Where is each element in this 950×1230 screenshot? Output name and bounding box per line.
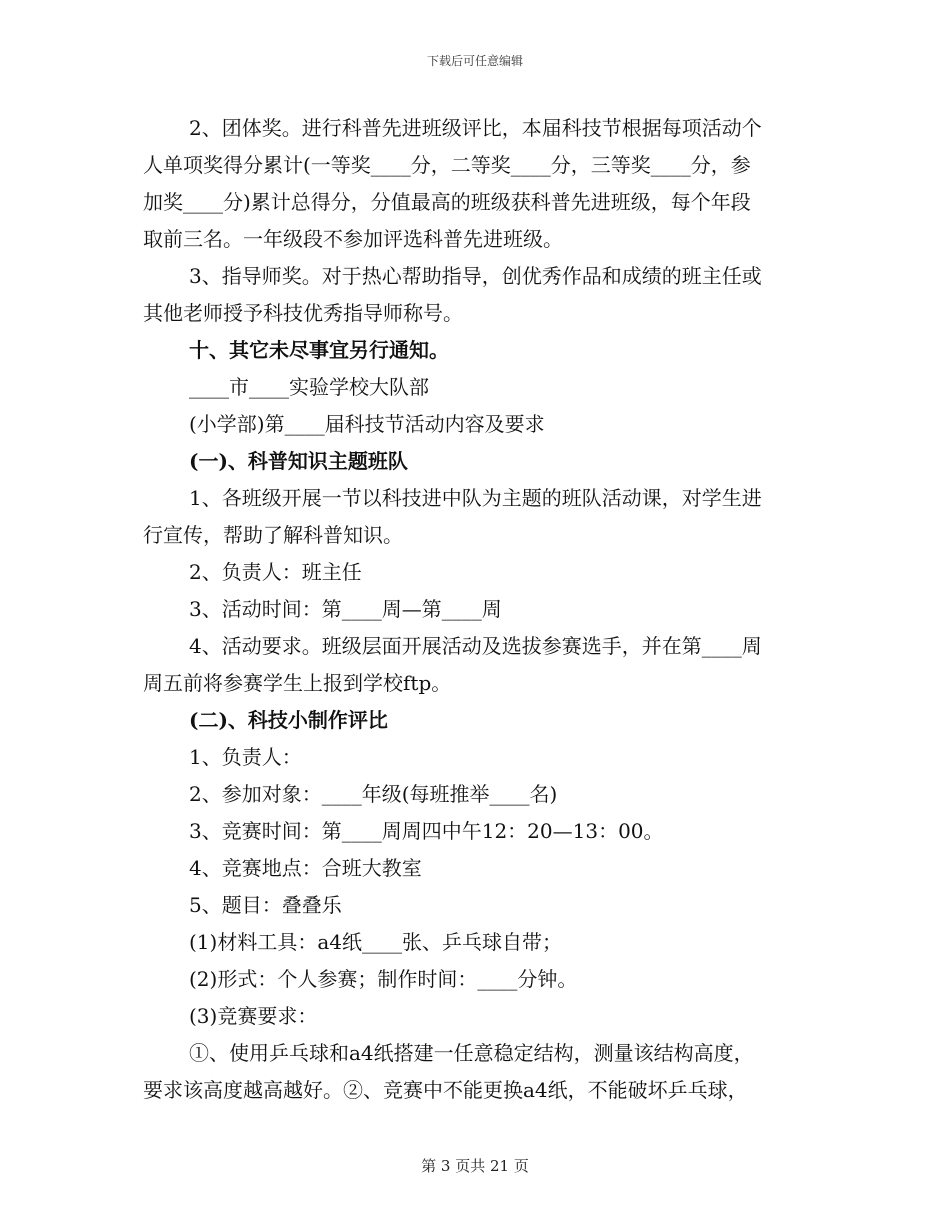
text-line: 要求该高度越高越好。②、竞赛中不能更换a4纸，不能破坏乒乓球，: [143, 1078, 748, 1102]
text-line: 4、竞赛地点：合班大教室: [189, 856, 422, 880]
page-header: 下载后可任意编辑: [426, 54, 523, 68]
document-body: [143, 110, 810, 1109]
text-line: 其他老师授予科技优秀指导师称号。: [143, 301, 463, 325]
text-line: 人单项奖得分累计(一等奖____分，二等奖____分，三等奖____分，参: [143, 153, 751, 177]
text-line: (2)形式：个人参赛；制作时间：____分钟。: [189, 967, 578, 991]
text-line: 3、活动时间：第____周—第____周: [189, 597, 502, 621]
text-line: 5、题目：叠叠乐: [189, 893, 342, 917]
text-line: 1、负责人：: [189, 745, 302, 769]
text-line: 3、指导师奖。对于热心帮助指导，创优秀作品和成绩的班主任或: [189, 264, 762, 288]
text-line: 2、参加对象：____年级(每班推举____名): [189, 782, 558, 806]
text-line: 1、各班级开展一节以科技进中队为主题的班队活动课，对学生进: [189, 486, 762, 510]
text-line: (3)竞赛要求：: [189, 1004, 318, 1028]
text-line: 2、负责人：班主任: [189, 560, 362, 584]
text-line: 取前三名。一年级段不参加评选科普先进班级。: [143, 227, 563, 251]
text-line: (小学部)第____届科技节活动内容及要求: [189, 412, 545, 436]
section-heading: (一)、科普知识主题班队: [189, 449, 408, 473]
page-footer: 第 3 页共 21 页: [421, 1157, 529, 1175]
text-line: 2、团体奖。进行科普先进班级评比，本届科技节根据每项活动个: [189, 116, 762, 140]
text-line: ①、使用乒乓球和a4纸搭建一任意稳定结构，测量该结构高度，: [189, 1041, 754, 1065]
section-heading: (二)、科技小制作评比: [189, 708, 388, 732]
text-line: ____市____实验学校大队部: [189, 375, 429, 399]
text-line: 行宣传，帮助了解科普知识。: [143, 523, 403, 547]
text-line: (1)材料工具：a4纸____张、乒乓球自带；: [189, 930, 562, 954]
text-line: 4、活动要求。班级层面开展活动及选拔参赛选手，并在第____周: [189, 634, 762, 658]
text-line: 周五前将参赛学生上报到学校ftp。: [143, 671, 452, 695]
section-heading: 十、其它未尽事宜另行通知。: [189, 338, 449, 362]
text-line: 加奖____分)累计总得分，分值最高的班级获科普先进班级，每个年段: [143, 190, 751, 214]
text-line: 3、竞赛时间：第____周周四中午12：20—13：00。: [189, 819, 664, 843]
